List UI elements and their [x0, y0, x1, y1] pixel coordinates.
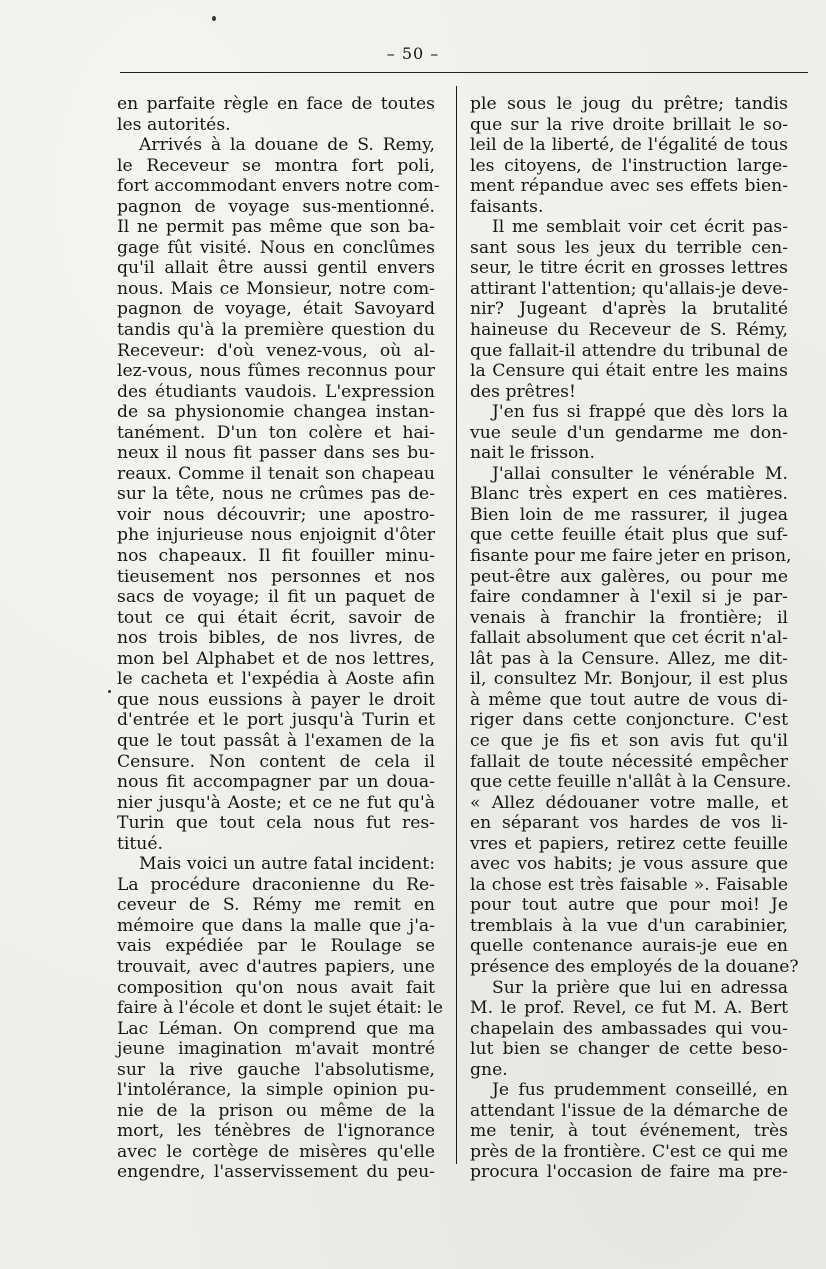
text-line: sacs de voyage; il fit un paquet de [117, 587, 435, 608]
text-line: en séparant vos hardes de vos li- [470, 813, 788, 834]
text-line: vais expédiée par le Roulage se [117, 936, 435, 957]
text-line: nait le frisson. [470, 443, 595, 464]
text-line: mémoire que dans la malle que j'a- [117, 915, 435, 936]
text-line: J'en fus si frappé que dès lors la [492, 402, 788, 423]
text-line: peut-être aux galères, ou pour me [470, 566, 788, 587]
text-line: leil de la liberté, de l'égalité de tous [470, 135, 788, 156]
text-line: nier jusqu'à Aoste; et ce ne fut qu'à [117, 792, 435, 813]
text-line: près de la frontière. C'est ce qui me [470, 1141, 788, 1162]
print-speck [212, 16, 216, 21]
left-column [117, 94, 444, 1183]
text-line: attendant l'issue de la démarche de [470, 1100, 788, 1121]
text-line: les autorités. [117, 114, 231, 135]
text-line: phe injurieuse nous enjoignit d'ôter [117, 525, 435, 546]
text-line: gage fût visité. Nous en conclûmes [117, 237, 435, 258]
text-line: procura l'occasion de faire ma pre- [470, 1162, 788, 1183]
text-line: sur la tête, nous ne crûmes pas de- [117, 484, 435, 505]
text-line: tandis qu'à la première question du [117, 320, 435, 341]
text-line: J'allai consulter le vénérable M. [492, 463, 788, 484]
text-line: faisants. [470, 196, 544, 217]
text-line: à même que tout autre de vous di- [470, 689, 788, 710]
text-line: Receveur: d'où venez-vous, où al- [117, 340, 435, 361]
page-number: – 50 – [386, 44, 440, 63]
text-line: titué. [117, 833, 164, 854]
text-line: fort accommodant envers notre com- [117, 176, 440, 197]
text-line: les citoyens, de l'instruction large- [470, 155, 788, 176]
text-line: que fallait-il attendre du tribunal de [470, 340, 788, 361]
text-line: que cette feuille était plus que suf- [470, 525, 788, 546]
text-line: fallait absolument que cet écrit n'al- [470, 628, 788, 649]
text-line: tieusement nos personnes et nos [117, 566, 435, 587]
text-line: Blanc très expert en ces matières. [470, 484, 788, 505]
text-line: Il ne permit pas même que son ba- [117, 217, 435, 238]
text-line: la chose est très faisable ». Faisable [470, 874, 788, 895]
text-line: lut bien se changer de cette beso- [470, 1039, 788, 1060]
text-line: ce que je fis et son avis fut qu'il [470, 730, 788, 751]
text-line: tremblais à la vue d'un carabinier, [470, 915, 788, 936]
text-line: que cette feuille n'allât à la Censure. [470, 772, 792, 793]
text-line: sant sous les jeux du terrible cen- [470, 237, 788, 258]
text-line: nir? Jugeant d'après la brutalité [470, 299, 788, 320]
text-line: me tenir, à tout événement, très [470, 1121, 788, 1142]
text-line: gne. [470, 1059, 508, 1080]
text-line: Censure. Non content de cela il [117, 751, 435, 772]
text-line: vres et papiers, retirez cette feuille [470, 833, 788, 854]
text-line: tanément. D'un ton colère et hai- [117, 422, 435, 443]
text-line: engendre, l'asservissement du peu- [117, 1162, 435, 1183]
text-line: riger dans cette conjoncture. C'est [470, 710, 788, 731]
text-line: neux il nous fit passer dans ses bu- [117, 443, 435, 464]
text-line: il, consultez Mr. Bonjour, il est plus [470, 669, 788, 690]
text-line: haineuse du Receveur de S. Rémy, [470, 320, 788, 341]
text-line: que nous eussions à payer le droit [117, 689, 435, 710]
text-line: Mais voici un autre fatal incident: [139, 854, 435, 875]
text-line: attirant l'attention; qu'allais-je deve- [470, 278, 789, 299]
header-rule [120, 72, 808, 73]
text-line: seur, le titre écrit en grosses lettres [470, 258, 788, 279]
text-line: que le tout passât à l'examen de la [117, 730, 435, 751]
text-line: voir nous découvrir; une apostro- [117, 504, 435, 525]
text-line: nous fit accompagner par un doua- [117, 772, 435, 793]
text-line: ceveur de S. Rémy me remit en [117, 895, 435, 916]
text-line: chapelain des ambassades qui vou- [470, 1018, 788, 1039]
text-line: vue seule d'un gendarme me don- [470, 422, 788, 443]
text-line: « Allez dédouaner votre malle, et [470, 792, 788, 813]
column-divider [456, 86, 457, 1164]
text-line: reaux. Comme il tenait son chapeau [117, 463, 435, 484]
text-line: faire condamner à l'exil si je par- [470, 587, 788, 608]
text-line: fallait de toute nécessité empêcher [470, 751, 788, 772]
text-line: mon bel Alphabet et de nos lettres, [117, 648, 435, 669]
text-line: des étudiants vaudois. L'expression [117, 381, 435, 402]
text-line: Bien loin de me rassurer, il jugea [470, 504, 788, 525]
text-line: nous. Mais ce Monsieur, notre com- [117, 278, 435, 299]
text-line: La procédure draconienne du Re- [117, 874, 435, 895]
text-line: des prêtres! [470, 381, 576, 402]
text-line: la Censure qui était entre les mains [470, 361, 788, 382]
text-line: l'intolérance, la simple opinion pu- [117, 1080, 435, 1101]
text-line: Sur la prière que lui en adressa [492, 977, 788, 998]
text-line: lez-vous, nous fûmes reconnus pour [117, 361, 435, 382]
text-line: nie de la prison ou même de la [117, 1100, 435, 1121]
text-line: jeune imagination m'avait montré [117, 1039, 435, 1060]
text-line: Turin que tout cela nous fut res- [117, 813, 435, 834]
text-line: pagnon de voyage sus-mentionné. [117, 196, 435, 217]
text-line: fisante pour me faire jeter en prison, [470, 546, 792, 567]
text-line: quelle contenance aurais-je eue en [470, 936, 788, 957]
text-line: M. le prof. Revel, ce fut M. A. Bert [470, 998, 788, 1019]
text-line: ment répandue avec ses effets bien- [470, 176, 788, 197]
text-line: sur la rive gauche l'absolutisme, [117, 1059, 435, 1080]
text-line: Je fus prudemment conseillé, en [492, 1080, 788, 1101]
text-line: Arrivés à la douane de S. Remy, [139, 135, 435, 156]
text-line: tout ce qui était écrit, savoir de [117, 607, 435, 628]
text-line: ple sous le joug du prêtre; tandis [470, 94, 788, 114]
text-line: d'entrée et le port jusqu'à Turin et [117, 710, 435, 731]
text-line: nos chapeaux. Il fit fouiller minu- [117, 546, 435, 567]
text-line: pour tout autre que pour moi! Je [470, 895, 788, 916]
text-line: faire à l'école et dont le sujet était: le [117, 998, 444, 1019]
text-line: trouvait, avec d'autres papiers, une [117, 956, 435, 977]
text-line: de sa physionomie changea instan- [117, 402, 435, 423]
text-line: Il me semblait voir cet écrit pas- [492, 217, 788, 238]
text-line: avec le cortège de misères qu'elle [117, 1141, 435, 1162]
text-line: lât pas à la Censure. Allez, me dit- [470, 648, 788, 669]
text-line: pagnon de voyage, était Savoyard [117, 299, 435, 320]
text-line: nos trois bibles, de nos livres, de [117, 628, 435, 649]
text-line: le Receveur se montra fort poli, [117, 155, 435, 176]
text-line: mort, les ténèbres de l'ignorance [117, 1121, 435, 1142]
text-line: en parfaite règle en face de toutes [117, 94, 435, 114]
text-line: le cacheta et l'expédia à Aoste afin [117, 669, 435, 690]
print-speck [108, 690, 111, 693]
text-line: avec vos habits; je vous assure que [470, 854, 788, 875]
right-column [470, 94, 799, 1183]
text-line: composition qu'on nous avait fait [117, 977, 435, 998]
text-line: Lac Léman. On comprend que ma [117, 1018, 435, 1039]
text-line: présence des employés de la douane? [470, 956, 799, 977]
text-line: venais à franchir la frontière; il [470, 607, 788, 628]
text-line: qu'il allait être aussi gentil envers [117, 258, 435, 279]
text-line: que sur la rive droite brillait le so- [470, 114, 788, 135]
